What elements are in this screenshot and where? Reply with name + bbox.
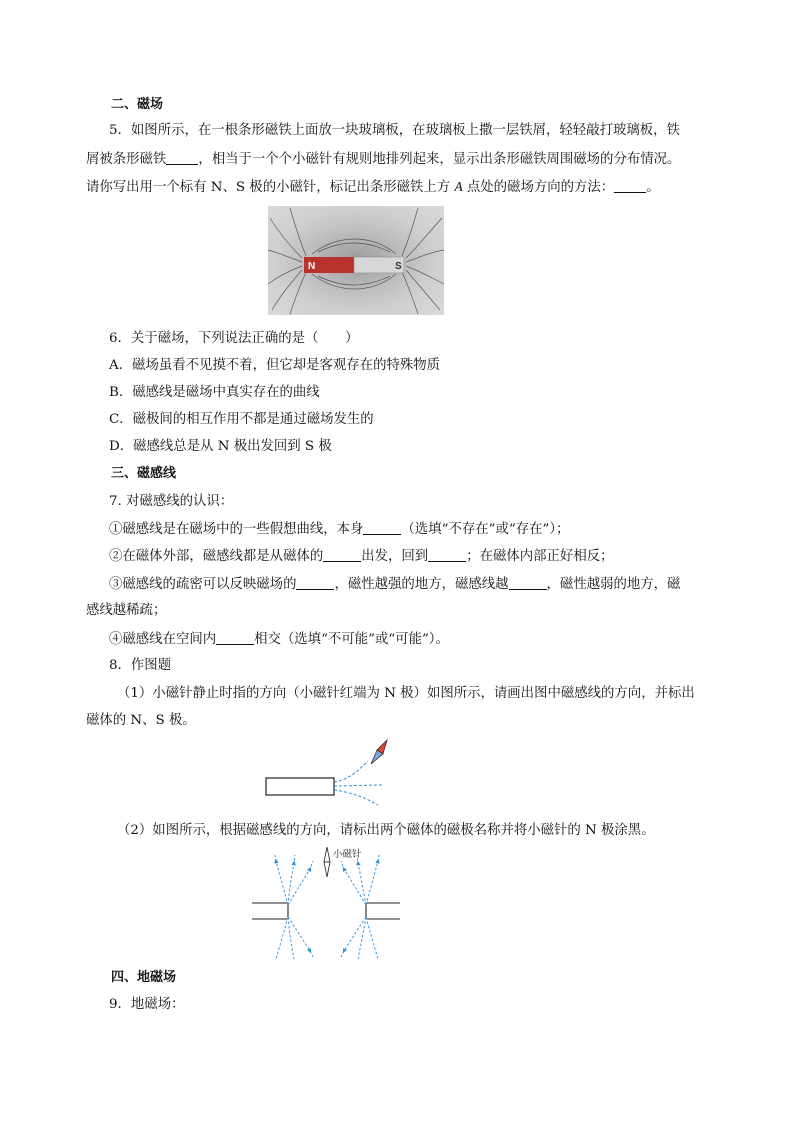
answer-blank[interactable] (323, 547, 361, 562)
section-heading-magnetic-field: 二、磁场 (111, 97, 164, 112)
q5-line2: 屑被条形磁铁 ，相当于一个个小磁针有规则地排列起来，显示出条形磁铁周围磁场的分布情况。 (86, 152, 681, 167)
answer-blank[interactable] (363, 520, 401, 535)
q8-part1-line1: （1）小磁针静止时指的方向（小磁针红端为 N 极）如图所示，请画出图中磁感线的方向，并标出 (117, 686, 695, 701)
q9-stem: 9．地磁场： (109, 997, 185, 1012)
q5-line1: 5．如图所示，在一根条形磁铁上面放一块玻璃板，在玻璃板上撒一层铁屑，轻轻敲打玻璃板，铁 (109, 123, 680, 138)
iron-filings-photo (268, 206, 444, 315)
compass-needle[interactable] (371, 740, 387, 764)
q6-option-a[interactable]: A．磁场虽看不见摸不着，但它却是客观存在的特殊物质 (109, 358, 441, 373)
q7-stem: 7. 对磁感线的认识： (109, 494, 234, 509)
q6-option-b[interactable]: B．磁感线是磁场中真实存在的曲线 (109, 385, 320, 400)
magnet-needle-diagram (260, 735, 400, 807)
small-compass-needle[interactable] (324, 847, 330, 877)
q8-stem: 8．作图题 (109, 658, 172, 673)
answer-blank[interactable] (216, 630, 254, 645)
answer-blank[interactable] (296, 575, 334, 590)
answer-blank[interactable] (166, 150, 198, 165)
q8-part1-line2: 磁体的 N、S 极。 (86, 713, 196, 728)
answer-blank[interactable] (614, 178, 646, 193)
q6-option-d[interactable]: D．磁感线总是从 N 极出发回到 S 极 (109, 439, 332, 454)
q7-line3: ③磁感线的疏密可以反映磁场的 ，磁性越强的地方，磁感线越 ，磁性越弱的地方，磁 (109, 577, 681, 592)
q8-part2: （2）如图所示，根据磁感线的方向，请标出两个磁体的磁极名称并将小磁针的 N 极涂黑。 (117, 823, 655, 838)
q5-line3: 请你写出用一个标有 N、S 极的小磁针，标记出条形磁铁上方 A 点处的磁场方向的方法： 。 (86, 179, 660, 195)
bar-magnet[interactable] (266, 778, 334, 795)
q7-line2: ②在磁体外部，磁感线都是从磁体的 出发，回到 ；在磁体内部正好相反； (109, 549, 614, 564)
q7-line3-cont: 感线越稀疏； (86, 603, 167, 618)
q7-line4: ④磁感线在空间内 相交（选填“不可能”或“可能”）。 (109, 632, 449, 647)
answer-blank[interactable] (428, 547, 466, 562)
q7-line1: ①磁感线是在磁场中的一些假想曲线，本身 （选填“不存在”或“存在”）； (109, 522, 570, 537)
q6-option-c[interactable]: C．磁极间的相互作用不都是通过磁场发生的 (109, 412, 374, 427)
needle-label: 小磁针 (333, 849, 362, 860)
two-magnets-diagram (246, 843, 406, 965)
photo-s-label: S (395, 261, 402, 272)
answer-blank[interactable] (509, 575, 547, 590)
photo-n-label: N (308, 261, 316, 272)
q6-stem: 6．关于磁场，下列说法正确的是（ ） (109, 331, 359, 346)
section-heading-geomagnetic: 四、地磁场 (111, 970, 177, 985)
section-heading-field-lines: 三、磁感线 (111, 466, 177, 481)
